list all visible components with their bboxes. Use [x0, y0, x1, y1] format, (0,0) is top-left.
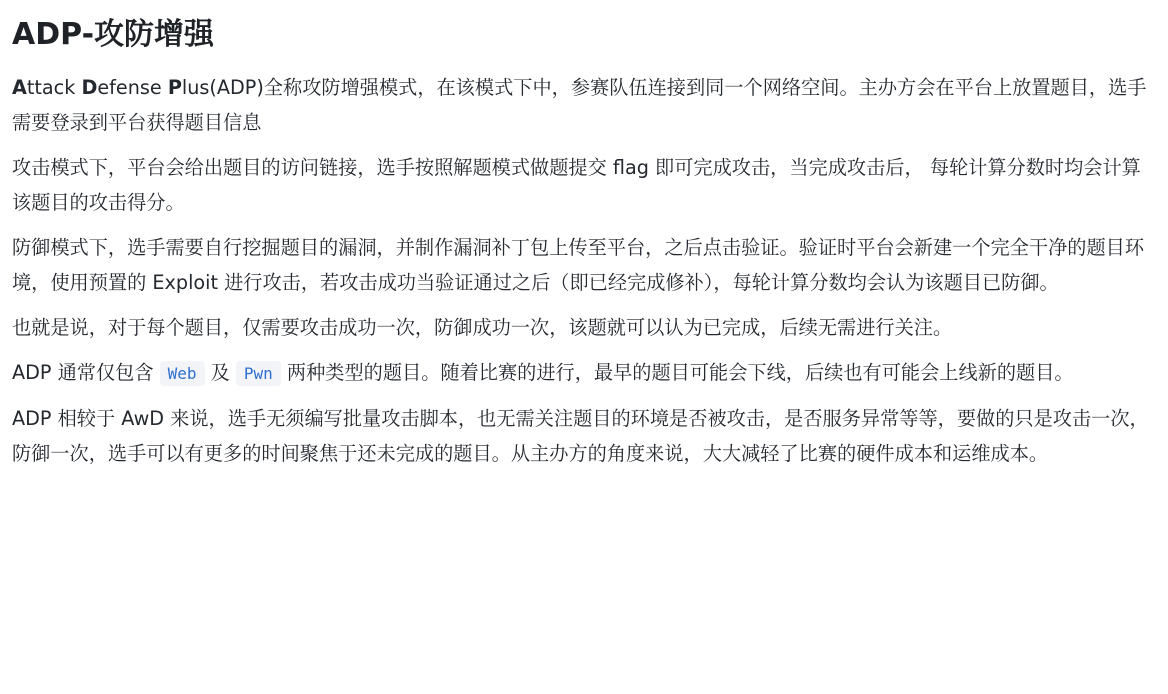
acronym-ttack: ttack — [26, 76, 82, 99]
pwn-type-code: Pwn — [236, 361, 281, 386]
acronym-d: D — [81, 76, 98, 99]
web-type-code: Web — [160, 361, 205, 386]
types-text-after: 两种类型的题目。随着比赛的进行，最早的题目可能会下线，后续也有可能会上线新的题目。 — [280, 361, 1074, 384]
intro-paragraph — [12, 70, 1154, 140]
acronym-efense: efense — [97, 76, 168, 99]
types-text-before: ADP 通常仅包含 — [12, 361, 160, 384]
acronym-p: P — [167, 76, 182, 99]
defense-mode-paragraph: 防御模式下，选手需要自行挖掘题目的漏洞，并制作漏洞补丁包上传至平台，之后点击验证。验证时平台会新建一个完全干净的题目环境，使用预置的 Exploit 进行攻击，若攻击成功当验证通过之后（即已经完成修补），每轮计算分数均会认为该题目已防御。 — [12, 236, 1145, 294]
types-text-and: 及 — [204, 361, 236, 384]
challenge-types-paragraph — [12, 355, 1154, 391]
summary-paragraph: 也就是说，对于每个题目，仅需要攻击成功一次，防御成功一次，该题就可以认为已完成，后续无需进行关注。 — [12, 316, 953, 339]
page-title: ADP-攻防增强 — [12, 17, 215, 52]
intro-text: lus(ADP)全称攻防增强模式，在该模式下中，参赛队伍连接到同一个网络空间。主办方会在平台上放置题目，选手需要登录到平台获得题目信息 — [12, 76, 1147, 134]
acronym-a: A — [12, 76, 27, 99]
attack-mode-paragraph: 攻击模式下，平台会给出题目的访问链接，选手按照解题模式做题提交 flag 即可完成攻击，当完成攻击后， 每轮计算分数时均会计算该题目的攻击得分。 — [12, 156, 1141, 214]
comparison-paragraph: ADP 相较于 AwD 来说，选手无须编写批量攻击脚本，也无需关注题目的环境是否被攻击，是否服务异常等等，要做的只是攻击一次，防御一次，选手可以有更多的时间聚焦于还未完成的题目。从主办方的角度来说，大大减轻了比赛的硬件成本和运维成本。 — [12, 407, 1149, 465]
